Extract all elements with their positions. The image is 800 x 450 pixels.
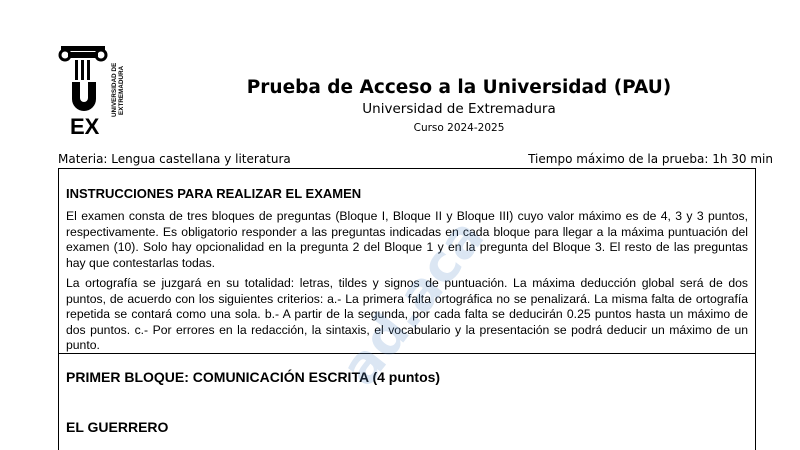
section-title: PRIMER BLOQUE: COMUNICACIÓN ESCRITA (4 puntos) xyxy=(66,369,441,385)
svg-text:EX: EX xyxy=(70,114,100,136)
university-name: Universidad de Extremadura xyxy=(362,101,556,117)
time-limit-label: Tiempo máximo de la prueba: 1h 30 min xyxy=(528,152,773,166)
text-title: EL GUERRERO xyxy=(66,419,169,435)
section-divider xyxy=(59,353,755,354)
instructions-title: INSTRUCCIONES PARA REALIZAR EL EXAMEN xyxy=(66,186,362,201)
subject-label: Materia: Lengua castellana y literatura xyxy=(58,152,291,166)
exam-content-box xyxy=(58,168,756,450)
exam-title: Prueba de Acceso a la Universidad (PAU) xyxy=(246,77,672,98)
watermark: ad.aca xyxy=(330,207,497,397)
logo-side-text: UNIVERSIDAD DE EXTREMADURA xyxy=(111,62,125,118)
instructions-paragraph-1: El examen consta de tres bloques de preguntas (Bloque I, Bloque II y Bloque III) cuyo valor máximo es de 4, 3 y 3 puntos, respectivamente. Es obligatorio responder a las preguntas indicadas en cada bloque para llegar a la máxima puntuación del examen (10). Solo hay opcionalidad en la pregunta 2 del Bloque 1 y en la pregunta del Bloque 3. El resto de las preguntas hay que contestarlas todas. xyxy=(66,209,748,270)
instructions-paragraph-2: La ortografía se juzgará en su totalidad: letras, tildes y signos de puntuación. La máxima deducción global será de dos puntos, de acuerdo con los siguientes criterios: a.- La primera falta ortográfica no se penalizará. La misma falta de ortografía repetida se contará como una sola. b.- A partir de la segunda, por cada falta se deducirán 0.25 puntos hasta un máximo de dos puntos. c.- Por errores en la redacción, la sintaxis, el vocabulario y la presentación se podrá deducir un máximo de un punto. xyxy=(66,276,748,353)
course-year: Curso 2024-2025 xyxy=(413,122,505,134)
